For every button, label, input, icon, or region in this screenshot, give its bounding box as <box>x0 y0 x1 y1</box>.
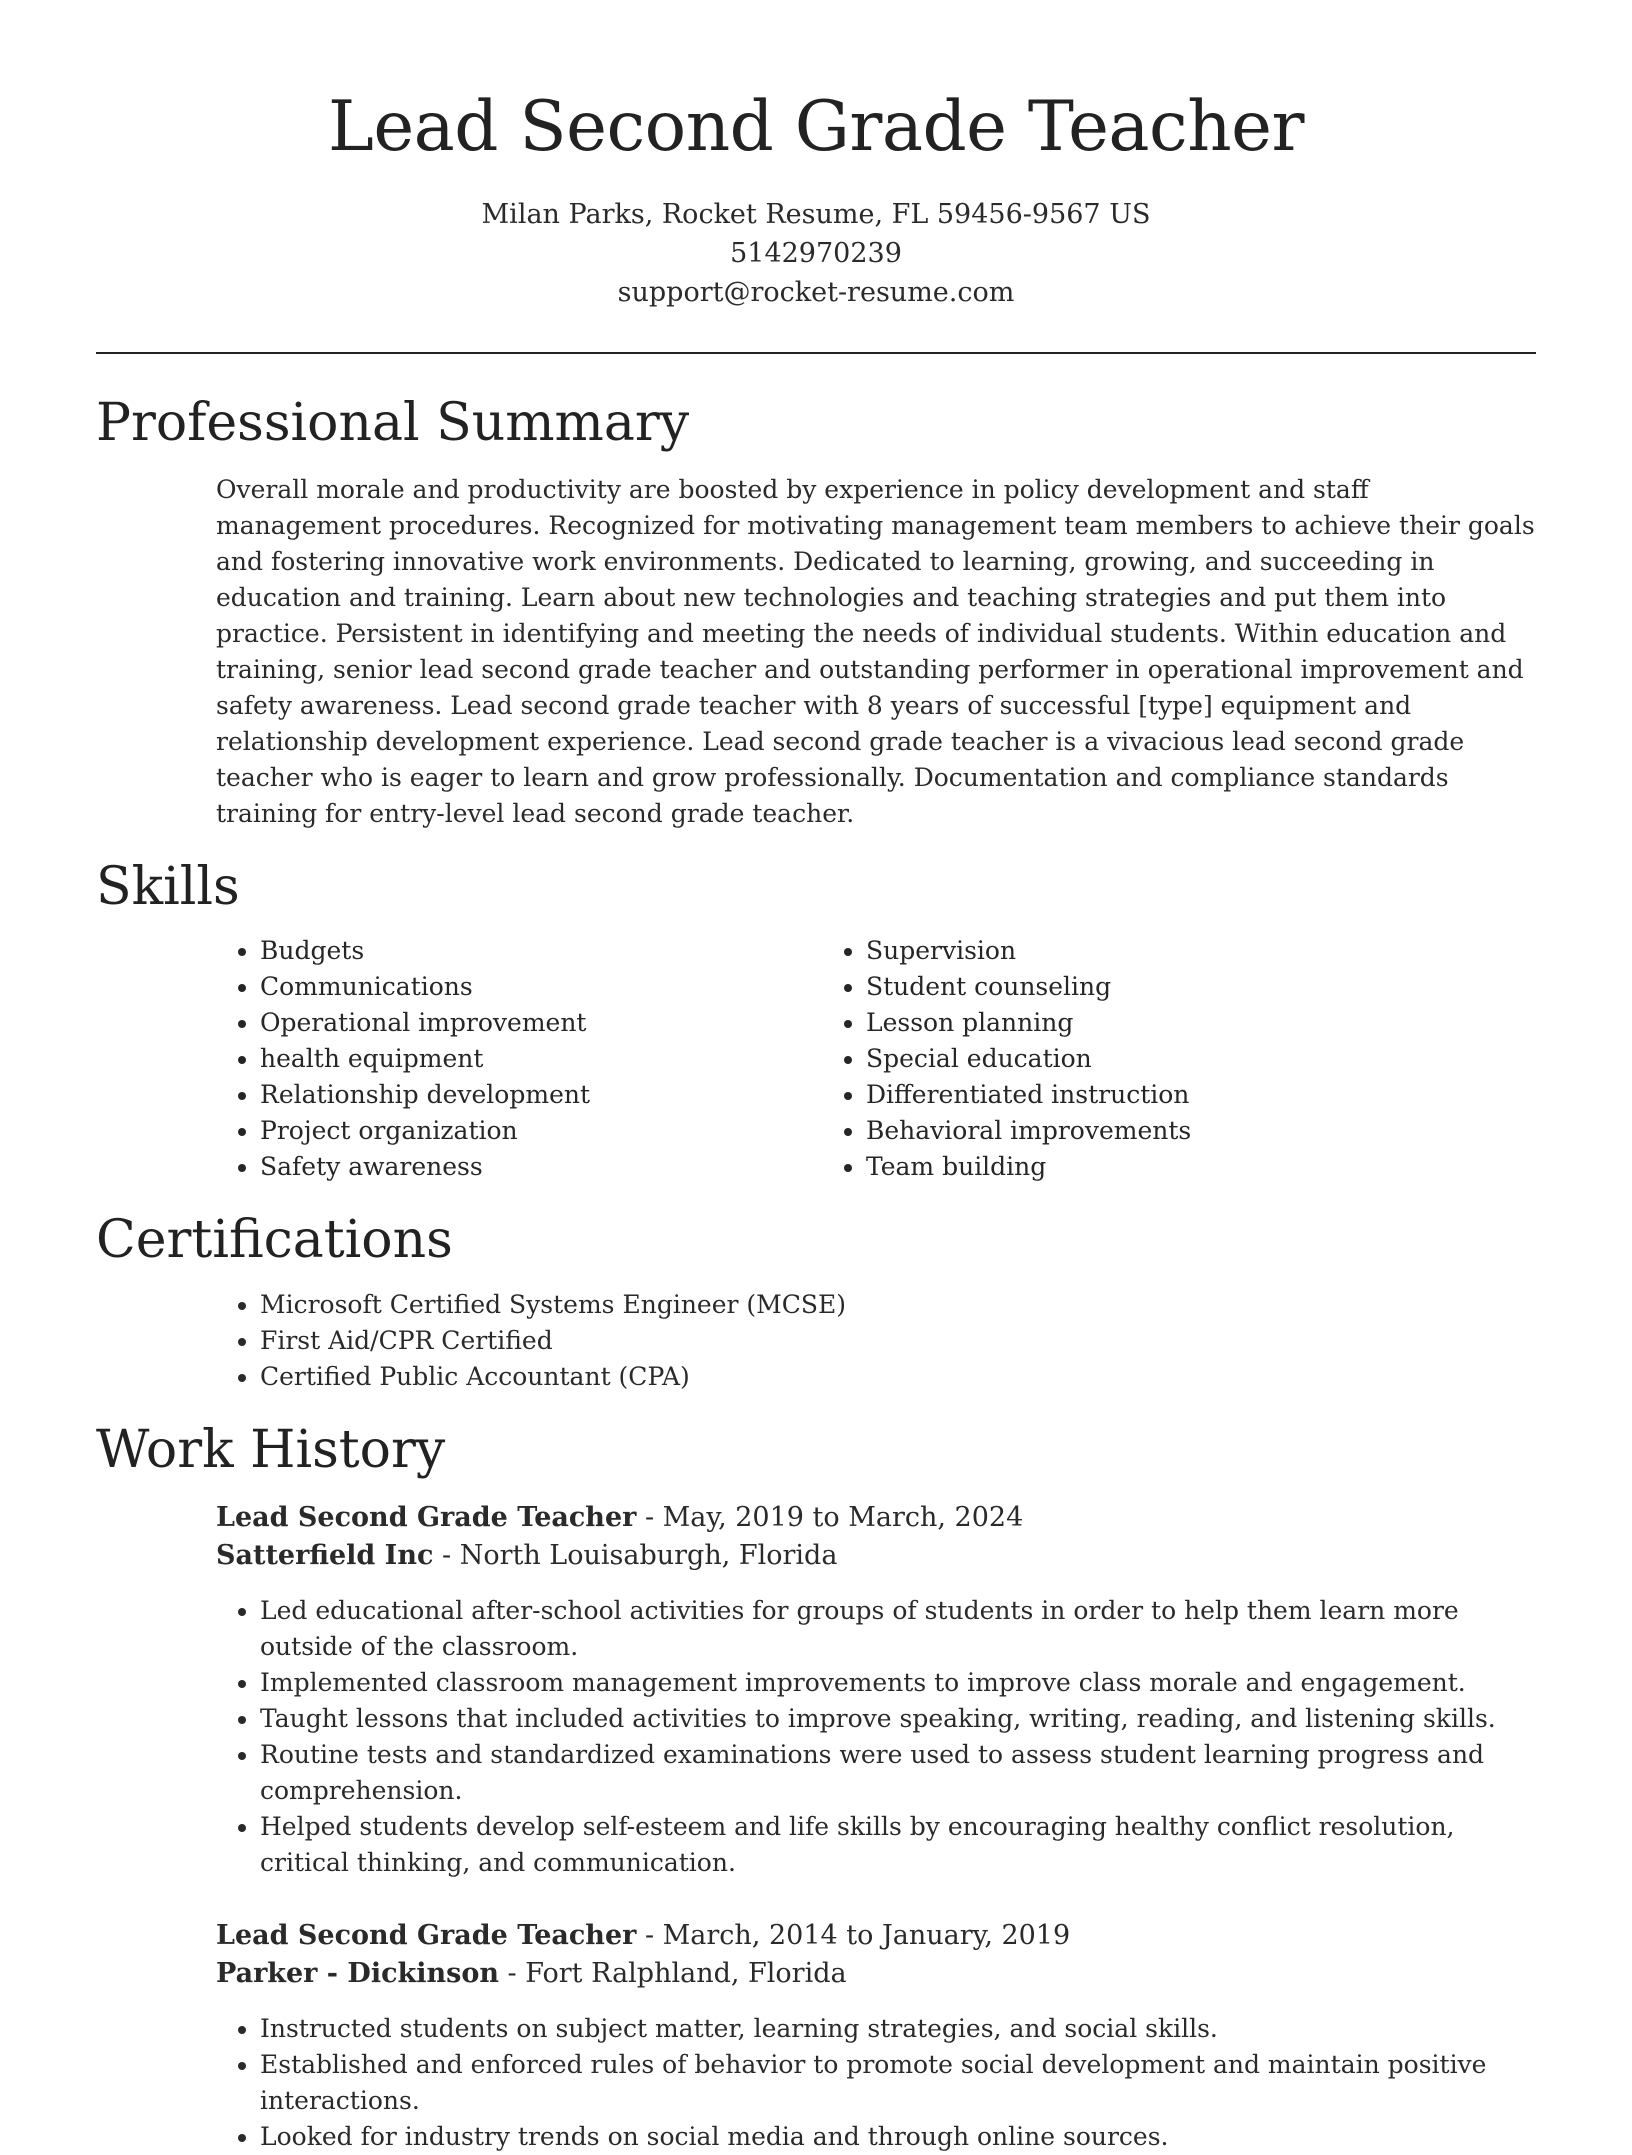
header-divider <box>96 352 1536 354</box>
job-company: Parker - Dickinson <box>216 1957 499 1989</box>
skills-columns <box>216 933 1536 1185</box>
job-title-line: Lead Second Grade Teacher - March, 2014 to January, 2019 <box>216 1919 1071 1951</box>
job-location: Fort Ralphland, Florida <box>525 1957 847 1989</box>
job-title: Lead Second Grade Teacher <box>216 1919 637 1951</box>
job-company-line: Parker - Dickinson - Fort Ralphland, Florida <box>216 1957 847 1989</box>
section-heading-work-history: Work History <box>96 1420 446 1481</box>
job-bullet: • Established and enforced rules of behavior to promote social development and maintain positive interactions. <box>260 2047 1536 2119</box>
skill-item: • Budgets <box>260 933 822 969</box>
job-entry <box>216 1917 1536 2155</box>
skill-item: • Student counseling <box>866 969 1191 1005</box>
certification-item: • Microsoft Certified Systems Engineer (MCSE) <box>260 1287 1536 1323</box>
summary-text: Overall morale and productivity are boosted by experience in policy development and staff management procedures. Recognized for motivating management team members to achieve their goals and fostering innovative work environments. Dedicated to learning, growing, and succeeding in education and training. Learn about new technologies and teaching strategies and put them into practice. Persistent in identifying and meeting the needs of individual students. Within education and training, senior lead second grade teacher and outstanding performer in operational improvement and safety awareness. Lead second grade teacher with 8 years of successful [type] equipment and relationship development experience. Lead second grade teacher is a vivacious lead second grade teacher who is eager to learn and grow professionally. Documentation and compliance standards training for entry-level lead second grade teacher. <box>216 474 1535 828</box>
contact-phone: 5142970239 <box>730 237 902 269</box>
section-heading-certifications: Certifications <box>96 1210 453 1271</box>
job-location: North Louisaburgh, Florida <box>459 1539 838 1571</box>
skill-item: • Behavioral improvements <box>866 1113 1191 1149</box>
job-title-line: Lead Second Grade Teacher - May, 2019 to March, 2024 <box>216 1501 1024 1533</box>
contact-address: Milan Parks, Rocket Resume, FL 59456-9567 US <box>481 198 1151 230</box>
section-heading-skills: Skills <box>96 856 240 917</box>
job-bullet: • Looked for industry trends on social media and through online sources. <box>260 2119 1536 2155</box>
skill-item: • Relationship development <box>260 1077 822 1113</box>
skill-item: • health equipment <box>260 1041 822 1077</box>
section-heading-summary: Professional Summary <box>96 392 690 453</box>
skill-item: • Safety awareness <box>260 1149 822 1185</box>
certifications-list <box>216 1287 1536 1395</box>
contact-email: support@rocket-resume.com <box>617 276 1015 308</box>
skill-item: • Operational improvement <box>260 1005 822 1041</box>
job-bullets <box>216 1593 1536 1881</box>
skill-item: • Supervision <box>866 933 1191 969</box>
resume-title: Lead Second Grade Teacher <box>328 87 1304 167</box>
resume-header <box>96 0 1536 312</box>
contact-info <box>96 195 1536 312</box>
job-company-line: Satterfield Inc - North Louisaburgh, Florida <box>216 1539 838 1571</box>
skill-item: • Differentiated instruction <box>866 1077 1191 1113</box>
certification-item: • First Aid/CPR Certified <box>260 1323 1536 1359</box>
certifications-block <box>216 1287 1536 1395</box>
job-dates: May, 2019 to March, 2024 <box>662 1501 1024 1533</box>
job-title: Lead Second Grade Teacher <box>216 1501 637 1533</box>
skills-list-left <box>216 933 822 1185</box>
job-bullet: • Routine tests and standardized examinations were used to assess student learning progress and comprehension. <box>260 1737 1536 1809</box>
job-dates: March, 2014 to January, 2019 <box>662 1919 1071 1951</box>
skill-item: • Special education <box>866 1041 1191 1077</box>
job-bullets <box>216 2011 1536 2155</box>
job-bullet: • Instructed students on subject matter, learning strategies, and social skills. <box>260 2011 1536 2047</box>
skill-item: • Lesson planning <box>866 1005 1191 1041</box>
skill-item: • Project organization <box>260 1113 822 1149</box>
job-bullet: • Led educational after-school activities for groups of students in order to help them learn more outside of the classroom. <box>260 1593 1536 1665</box>
job-company: Satterfield Inc <box>216 1539 434 1571</box>
skill-item: • Team building <box>866 1149 1191 1185</box>
job-bullet: • Helped students develop self-esteem and life skills by encouraging healthy conflict resolution, critical thinking, and communication. <box>260 1809 1536 1881</box>
job-bullet: • Implemented classroom management improvements to improve class morale and engagement. <box>260 1665 1536 1701</box>
certification-item: • Certified Public Accountant (CPA) <box>260 1359 1536 1395</box>
job-bullet: • Taught lessons that included activities to improve speaking, writing, reading, and listening skills. <box>260 1701 1536 1737</box>
skills-list-right <box>822 933 1191 1185</box>
job-entry <box>216 1499 1536 1881</box>
skill-item: • Communications <box>260 969 822 1005</box>
